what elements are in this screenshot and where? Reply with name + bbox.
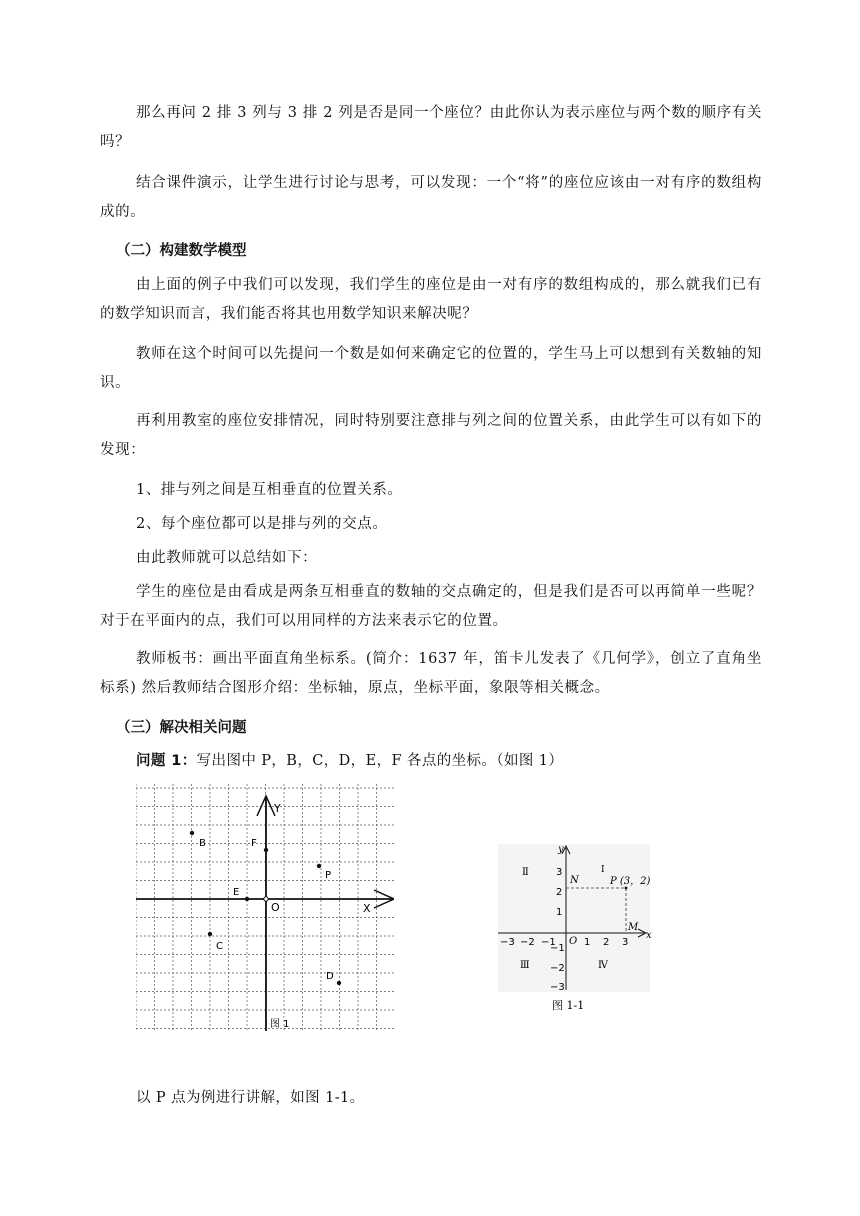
point-f <box>264 848 268 852</box>
paragraph: 教师板书：画出平面直角坐标系。(简介：1637 年，笛卡儿发表了《几何学》，创立了直角坐标系) 然后教师结合图形介绍：坐标轴，原点，坐标平面，象限等相关概念。 <box>100 651 762 696</box>
point-m-label: M <box>628 922 639 933</box>
point-c-label: C <box>216 941 223 952</box>
figure-1-grid-diagram <box>136 784 394 1032</box>
x-axis-label: x <box>646 930 652 941</box>
question-line <box>136 747 563 776</box>
section-heading: （三）解决相关问题 <box>116 720 247 736</box>
point-b-label: B <box>199 838 206 849</box>
point-p-label: P <box>325 870 332 881</box>
y-tick: 3 <box>556 867 563 878</box>
y-tick: 1 <box>556 907 563 918</box>
y-tick: −3 <box>550 982 565 993</box>
question-label: 问题 1： <box>136 753 197 769</box>
x-tick: −3 <box>500 937 515 948</box>
point-b <box>190 831 194 835</box>
point-c <box>208 932 212 936</box>
point-n-label: N <box>570 875 579 886</box>
origin-label: O <box>569 936 578 947</box>
quadrant-3-label: Ⅲ <box>520 960 530 971</box>
y-tick: −2 <box>550 963 565 974</box>
paragraph: 教师在这个时间可以先提问一个数是如何来确定它的位置的，学生马上可以想到有关数轴的知识。 <box>100 346 762 391</box>
y-tick: 2 <box>556 887 563 898</box>
paragraph: 学生的座位是由看成是两条互相垂直的数轴的交点确定的，但是我们是否可以再简单一些呢？对于在平面内的点，我们可以用同样的方法来表示它的位置。 <box>100 584 762 629</box>
point-f-label: F <box>251 838 257 849</box>
origin-point <box>264 897 268 901</box>
paragraph: 结合课件演示，让学生进行讨论与思考，可以发现：一个“将”的座位应该由一对有序的数组构成的。 <box>100 175 762 220</box>
point-e <box>245 897 249 901</box>
point-d-label: D <box>326 971 334 982</box>
x-axis-label: X <box>363 902 371 915</box>
point-p-label: P (3，2) <box>610 876 651 887</box>
x-tick: −2 <box>520 937 535 948</box>
y-axis-label: y <box>558 844 564 855</box>
x-tick: 2 <box>603 937 610 948</box>
point-p <box>317 864 321 868</box>
origin-label: O <box>271 901 280 914</box>
y-tick: −1 <box>550 943 565 954</box>
grid-lines <box>136 784 394 1032</box>
point-e-label: E <box>233 887 240 898</box>
paragraph: 由此教师就可以总结如下： <box>136 550 318 566</box>
x-tick: 3 <box>622 937 629 948</box>
list-item: 2、每个座位都可以是排与列的交点。 <box>136 516 388 532</box>
point-p-marker <box>625 887 628 890</box>
quadrant-4-label: Ⅳ <box>598 960 608 971</box>
paragraph: 以 P 点为例进行讲解，如图 1-1。 <box>136 1090 365 1106</box>
point-d <box>337 981 341 985</box>
paragraph: 由上面的例子中我们可以发现，我们学生的座位是由一对有序的数组构成的，那么就我们已有的数学知识而言，我们能否将其也用数学知识来解决呢？ <box>100 277 762 322</box>
paragraph: 那么再问 2 排 3 列与 3 排 2 列是否是同一个座位？由此你认为表示座位与两个数的顺序有关吗？ <box>100 105 762 150</box>
paragraph: 再利用教室的座位安排情况，同时特别要注意排与列之间的位置关系，由此学生可以有如下的发现： <box>100 413 762 458</box>
section-heading: （二）构建数学模型 <box>116 243 247 259</box>
question-text: 写出图中 P，B，C，D，E，F 各点的坐标。（如图 1） <box>196 753 564 769</box>
list-item: 1、排与列之间是互相垂直的位置关系。 <box>136 482 403 498</box>
figure-1-caption: 图 1 <box>270 1019 290 1030</box>
y-axis-label: Y <box>274 802 281 815</box>
quadrant-2-label: Ⅱ <box>522 867 529 878</box>
x-tick: 1 <box>584 937 591 948</box>
figure-1-1-coordinate-plane <box>494 838 654 1018</box>
x-tick: −1 <box>541 937 556 948</box>
quadrant-1-label: Ⅰ <box>601 865 605 875</box>
figure-1-1-caption: 图 1-1 <box>552 999 585 1012</box>
